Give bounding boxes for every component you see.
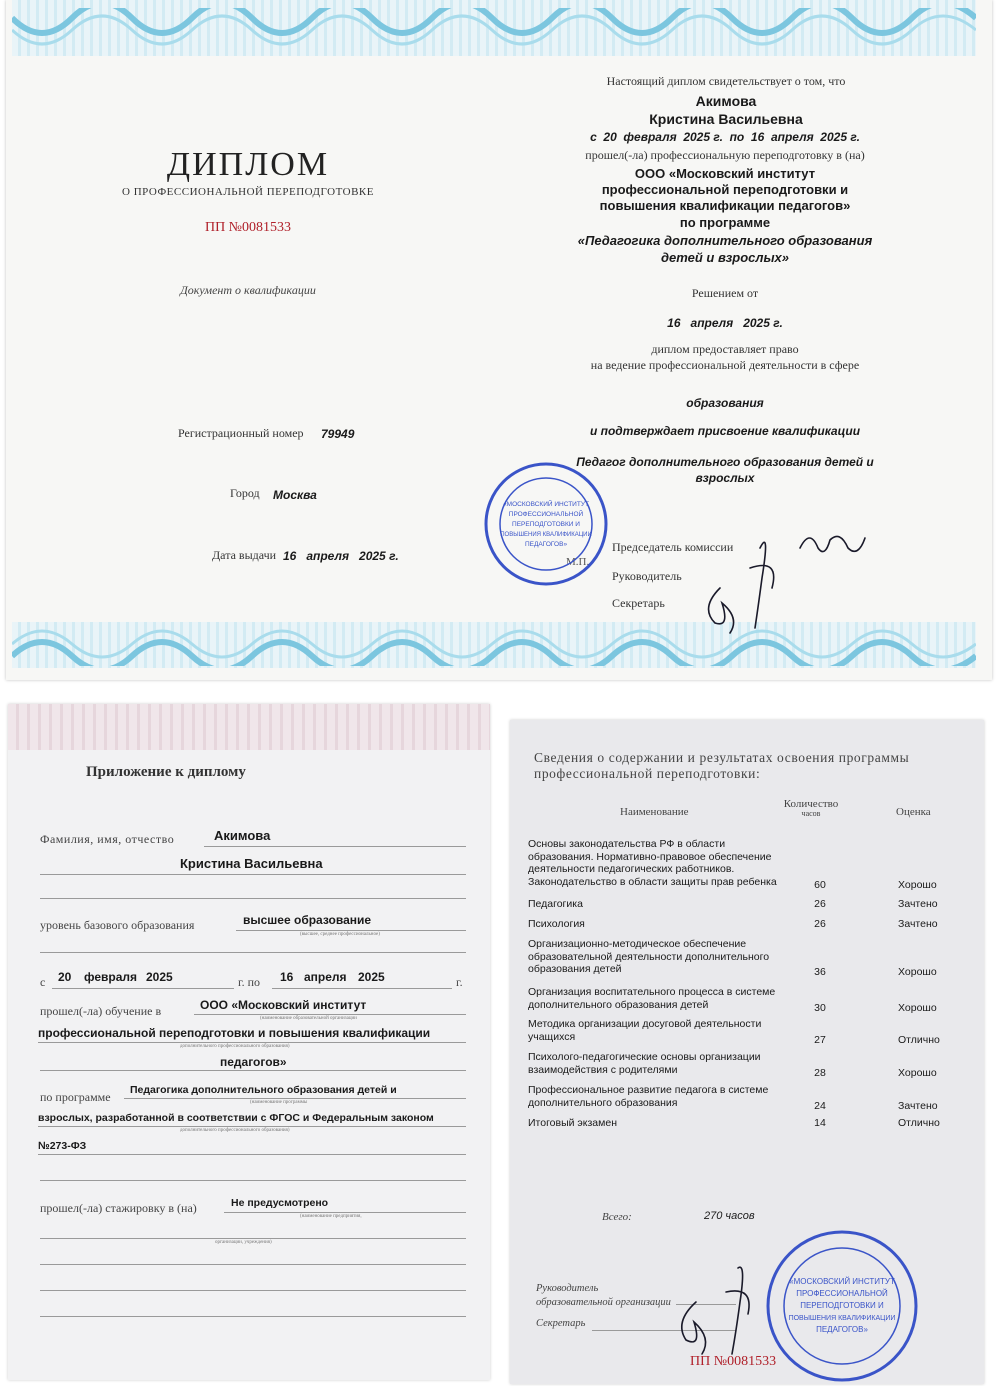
result-row-grade: Отлично: [898, 1117, 940, 1129]
result-row-name: [528, 938, 788, 976]
result-row-hours: 60: [814, 878, 826, 891]
col-name-header: Наименование: [620, 806, 689, 818]
training-period: с 20 февраля 2025 г. по 16 апреля 2025 г.: [590, 130, 860, 144]
diploma-series-number: ПП №0081533: [204, 220, 292, 235]
organization-line-1: ООО «Московский институт: [634, 166, 816, 181]
result-row-hours: 28: [814, 1066, 826, 1079]
result-row-name-line: учащихся: [528, 1030, 576, 1043]
result-row-hours: 24: [814, 1099, 826, 1112]
issue-date-value: 16 апреля 2025 г.: [283, 549, 399, 563]
fio-label: Фамилия, имя, отчество: [40, 832, 175, 846]
internship-hint-1: (наименование предприятия,: [300, 1214, 362, 1219]
appendix-title: Приложение к диплому: [86, 764, 246, 780]
org-hint-2: дополнительного профессионального образования): [180, 1044, 290, 1049]
result-row-name: [528, 1018, 788, 1043]
result-row-grade: Зачтено: [898, 1099, 938, 1112]
program-hint-2: дополнительного профессионального образования): [180, 1128, 290, 1133]
result-row-name: [528, 986, 788, 1011]
result-row-grade: Хорошо: [898, 878, 937, 891]
appendix-program-label: по программе: [40, 1090, 111, 1104]
graduate-surname: Акимова: [695, 93, 757, 109]
graduate-name: Кристина Васильевна: [649, 111, 803, 127]
results-stamp-icon: [762, 1226, 922, 1386]
appendix-org-line-1: ООО «Московский институт: [200, 998, 367, 1012]
result-row-name: [528, 898, 788, 911]
result-row-hours: 26: [814, 918, 826, 930]
result-row-name-line: деятельности педагогических работников.: [528, 863, 735, 875]
trained-label: прошел(-ла) обучение в: [40, 1004, 162, 1018]
result-row-name-line: образования. Нормативно-правовое обеспечение: [528, 850, 772, 863]
document-type: Документ о квалификации: [180, 283, 316, 297]
diploma-subtitle: О ПРОФЕССИОНАЛЬНОЙ ПЕРЕПОДГОТОВКЕ: [122, 186, 374, 198]
results-stamp-line-5: ПЕДАГОГОВ»: [816, 1325, 868, 1334]
result-row-name-line: Организация воспитательного процесса в системе: [528, 986, 776, 998]
chair-label: Председатель комиссии: [612, 540, 734, 554]
results-title-line-1: Сведения о содержании и результатах освоения программы: [534, 750, 910, 765]
confirms-text: и подтверждает присвоение квалификации: [589, 424, 861, 438]
total-label: Всего:: [602, 1211, 632, 1223]
mp-label: М.П.: [566, 556, 590, 568]
result-row-name-line: дополнительного образования: [528, 1096, 678, 1109]
education-hint: (высшее, среднее профессиональное): [300, 932, 380, 937]
period-year-suffix: г.: [456, 975, 463, 989]
result-row-name-line: Педагогика: [528, 898, 583, 910]
result-row-name: [528, 1117, 788, 1130]
period-from-month: февраля: [84, 970, 138, 984]
period-to-month: апреля: [304, 970, 347, 984]
stamp-line-5: ПЕДАГОГОВ»: [524, 541, 568, 548]
appendix-program-line-3: №273-ФЗ: [38, 1140, 87, 1152]
result-row-name-line: образования детей: [528, 963, 622, 975]
head-label: Руководитель: [612, 569, 682, 583]
result-row-name: [528, 1051, 788, 1076]
stamp-line-3: ПЕРЕПОДГОТОВКИ И: [512, 521, 580, 528]
results-signatures-icon: [668, 1262, 778, 1358]
diploma-title: ДИПЛОМ: [166, 146, 330, 183]
qualification-line-1: Педагог дополнительного образования детей и: [576, 455, 874, 469]
appendix-program-line-1: Педагогика дополнительного образования детей и: [130, 1084, 397, 1096]
period-from-prefix: с: [40, 975, 46, 989]
total-value: 270 часов: [704, 1210, 755, 1222]
result-row-name-line: Законодательство в области защиты прав ребенка: [528, 875, 777, 888]
internship-hint-2: организации, учреждения): [215, 1240, 272, 1245]
result-row-name-line: Основы законодательства РФ в области: [528, 838, 726, 850]
result-row-grade: Хорошо: [898, 1066, 937, 1079]
sphere-value: образования: [686, 396, 764, 410]
result-row-name-line: взаимодействия с родителями: [528, 1063, 678, 1076]
internship-label: прошел(-ла) стажировку в (на): [40, 1201, 197, 1215]
results-secretary-label: Секретарь: [536, 1318, 586, 1329]
stamp-line-2: ПРОФЕССИОНАЛЬНОЙ: [508, 511, 584, 518]
results-series-number: ПП №0081533: [690, 1354, 777, 1369]
period-from-day: 20: [58, 970, 72, 984]
secretary-label: Секретарь: [612, 596, 665, 610]
program-line-1: «Педагогика дополнительного образования: [577, 233, 873, 248]
organization-line-2: профессиональной переподготовки и: [601, 182, 849, 197]
education-label: уровень базового образования: [40, 918, 195, 932]
appendix-org-line-2: профессиональной переподготовки и повышения квалификации: [38, 1026, 431, 1040]
result-row-name-line: Организационно-методическое обеспечение: [528, 938, 747, 950]
organization-line-3: повышения квалификации педагогов»: [599, 198, 851, 213]
result-row-grade: Хорошо: [898, 966, 937, 978]
certifies-text: Настоящий диплом свидетельствует о том, что: [606, 74, 846, 88]
result-row-hours: 14: [814, 1117, 826, 1129]
results-stamp-line-3: ПЕРЕПОДГОТОВКИ И: [800, 1301, 884, 1310]
result-row-name: [528, 918, 788, 931]
result-row-hours: 30: [814, 1001, 826, 1014]
appendix-name: Кристина Васильевна: [180, 856, 323, 871]
col-grade-header: Оценка: [896, 806, 931, 818]
grants-line-2: на ведение профессиональной деятельности в сфере: [590, 358, 860, 372]
stamp-line-4: ПОВЫШЕНИЯ КВАЛИФИКАЦИИ: [500, 532, 592, 538]
reg-number-label: Регистрационный номер: [178, 426, 304, 440]
result-row-name-line: дополнительного образования детей: [528, 998, 709, 1011]
result-row-name-line: Психолого-педагогические основы организации: [528, 1051, 761, 1063]
period-to-day: 16: [280, 970, 294, 984]
result-row-name-line: Методика организации досуговой деятельности: [528, 1018, 762, 1030]
results-head-label-line-2: образовательной организации: [536, 1297, 671, 1308]
appendix-surname: Акимова: [214, 828, 271, 843]
result-row-name-line: Психология: [528, 918, 585, 930]
col-hours-header-line-1: Количество: [783, 798, 839, 810]
results-stamp-line-4: ПОВЫШЕНИЯ КВАЛИФИКАЦИИ: [788, 1315, 896, 1322]
result-row-name-line: Профессиональное развитие педагога в системе: [528, 1084, 769, 1096]
results-head-label: [536, 1282, 671, 1310]
reg-number-value: 79949: [321, 427, 355, 441]
city-value: Москва: [273, 488, 317, 502]
result-row-grade: Зачтено: [898, 918, 938, 930]
education-value: высшее образование: [243, 913, 372, 927]
appendix-org-line-3: педагогов»: [220, 1055, 287, 1069]
result-row-name-line: Итоговый экзамен: [528, 1117, 618, 1129]
result-row-grade: Зачтено: [898, 898, 938, 910]
period-from-year: 2025: [146, 970, 173, 984]
program-line-2: детей и взрослых»: [660, 250, 790, 265]
result-row-grade: Отлично: [898, 1033, 940, 1046]
appendix-program-line-2: взрослых, разработанной в соответствии с ФГОС и Федеральным законом: [38, 1112, 434, 1124]
result-row-grade: Хорошо: [898, 1001, 937, 1014]
results-stamp-line-2: ПРОФЕССИОНАЛЬНОЙ: [796, 1289, 888, 1298]
decision-date: 16 апреля 2025 г.: [667, 316, 783, 330]
city-label: Город: [230, 486, 260, 500]
grants-line-1: диплом предоставляет право: [651, 342, 799, 356]
org-hint-1: (наименование образовательной организации: [260, 1016, 357, 1021]
result-row-name: [528, 1084, 788, 1109]
result-row-hours: 36: [814, 966, 826, 978]
results-stamp-line-1: «МОСКОВСКИЙ ИНСТИТУТ: [789, 1277, 895, 1286]
decision-label: Решением от: [691, 286, 759, 300]
internship-value: Не предусмотрено: [231, 1197, 329, 1209]
issue-date-label: Дата выдачи: [212, 548, 277, 562]
program-label: по программе: [679, 215, 771, 230]
program-hint-1: (наименование программы: [250, 1100, 308, 1105]
results-title-line-2: профессиональной переподготовки:: [534, 766, 761, 781]
results-head-label-line-1: Руководитель: [536, 1283, 599, 1294]
passed-text: прошел(-ла) профессиональную переподготовку в (на): [585, 148, 865, 162]
result-row-hours: 26: [814, 898, 826, 910]
period-to-prefix: г. по: [238, 975, 260, 989]
col-hours-header-line-2: часов: [801, 809, 821, 818]
qualification-line-2: взрослых: [695, 471, 755, 485]
period-to-year: 2025: [358, 970, 385, 984]
result-row-name-line: образовательной деятельности дополнительного: [528, 950, 770, 963]
result-row-name: [528, 838, 788, 888]
result-row-hours: 27: [814, 1033, 826, 1046]
stamp-line-1: «МОСКОВСКИЙ ИНСТИТУТ: [503, 501, 589, 508]
